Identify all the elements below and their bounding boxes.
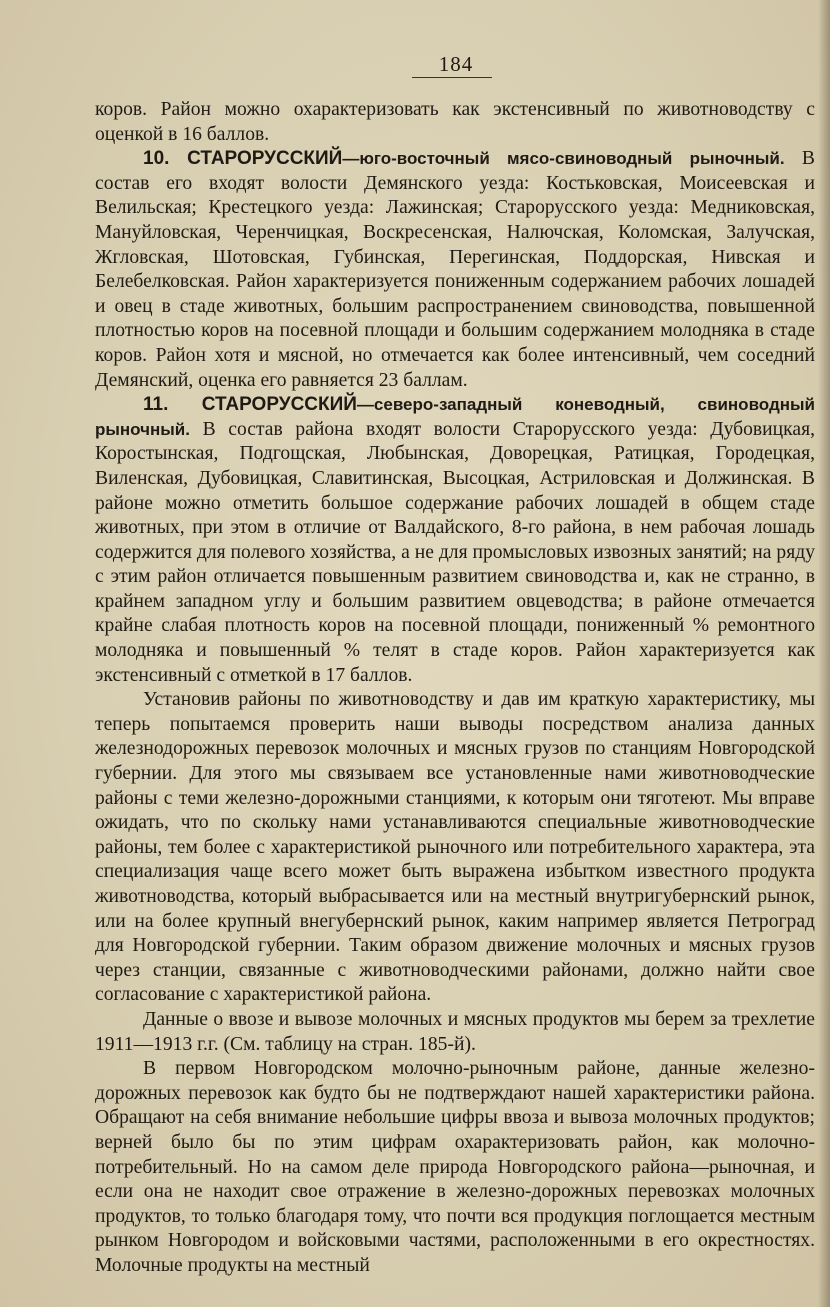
page-number-rule — [412, 77, 492, 78]
paragraph-district-10 — [95, 147, 815, 393]
page-body — [95, 98, 815, 1279]
district-heading: 11. СТАРОРУССКИЙ — [143, 394, 357, 416]
paragraph-text: В состав его входят волости Демянского уезда: Костьковская, Моисеевская и Велильская; Крестецкого уезда: Лажинская; Старорусского уезда: Медниковская, Мануйловская, Черенчицкая, Воскресенская, Налючская, Коломская, Залучская, Жгловская, Шотовская, Губинская, Перегинская, Поддорская, Нивская и Белебелковская. Район характеризуется пониженным содержанием рабочих лошадей и овец в стаде животных, большим распространением свиноводства, повышенной плотностью коров на посевной площади и большим содержанием молодняка в стаде коров. Район хотя и мясной, но отмечается как более интенсивный, чем соседний Демянский, оценка его равняется 23 баллам. — [95, 148, 815, 391]
page-number: 184 — [438, 52, 474, 76]
paragraph-text: коров. Район можно охарактеризовать как экстенсивный по животноводству с оценкой в 16 баллов. — [95, 99, 815, 145]
district-subheading: —северо-западный коневодный, свиноводный рыночный. — [95, 395, 815, 439]
paragraph-text: Установив районы по животноводству и дав им краткую характеристику, мы теперь попытаемся проверить наши выводы посредством анализа данных железнодорожных перевозок молочных и мясных грузов по станциям Новгородской губернии. Для этого мы связываем все установленные нами животноводческие районы с теми железно-дорожными станциями, к которым они тяготеют. Мы вправе ожидать, что по скольку нами устанавливаются специальные животноводческие районы, тем более с характеристикой рыночного или потребительного характера, эта специализация чаще всего может быть выражена избытком известного продукта животноводства, который выбрасывается или на местный внутригубернский рынок, или на более крупный внегубернский рынок, каким например является Петроград для Новгородской губернии. Таким образом движение молочных и мясных грузов через станции, связанные с животноводческими районами, должно найти свое согласование с характеристикой района. — [95, 689, 815, 1006]
district-subheading: —юго-восточный мясо-свиноводный рыночный. — [342, 149, 785, 169]
paragraph-continuation — [95, 98, 815, 147]
paragraph-novgorod-district — [95, 1057, 815, 1278]
district-heading: 10. СТАРОРУССКИЙ — [143, 148, 343, 170]
paragraph-text: В состав района входят волости Старорусского уезда: Дубовицкая, Коростынская, Подгощская, Любынская, Доворецкая, Ратицкая, Городецкая, Виленская, Дубовицкая, Славитинская, Высоцкая, Астриловская и Должинская. В районе можно отметить большое содержание рабочих лошадей в общем стаде животных, при этом в отличие от Валдайского, 8-го района, в нем рабочая лошадь содержится для полевого хозяйства, а не для промысловых извозных занятий; на ряду с этим район отличается повышенным развитием свиноводства и, как не странно, в крайнем западном углу и большим развитием овцеводства; в районе отмечается крайне слабая плотность коров на посевной площади, пониженный % ремонтного молодняка и повышенный % телят в стаде коров. Район характеризуется как экстенсивный с отметкой в 17 баллов. — [95, 418, 815, 686]
paragraph-railway-analysis — [95, 688, 815, 1008]
paragraph-text: Данные о ввозе и вывозе молочных и мясных продуктов мы берем за трехлетие 1911—1913 г.г. (См. таблицу на стран. 185-й). — [95, 1008, 815, 1055]
paragraph-data-source — [95, 1008, 815, 1057]
paragraph-district-11 — [95, 393, 815, 688]
paragraph-text: В первом Новгородском молочно-рыночным районе, данные железно-дорожных перевозок как будто бы не подтверждают нашей характеристики района. Обращают на себя внимание небольшие цифры ввоза и вывоза молочных продуктов; верней было бы по этим цифрам охарактеризовать район, как молочно-потребительный. Но на самом деле природа Новгородского района—рыночная, и если она не находит свое отражение в железно-дорожных перевозках молочных продуктов, то только благодаря тому, что почти вся продукция поглощается местным рынком Новгородом и войсковыми частями, расположенными в его окрестностях. Молочные продукты на местный — [95, 1058, 815, 1276]
